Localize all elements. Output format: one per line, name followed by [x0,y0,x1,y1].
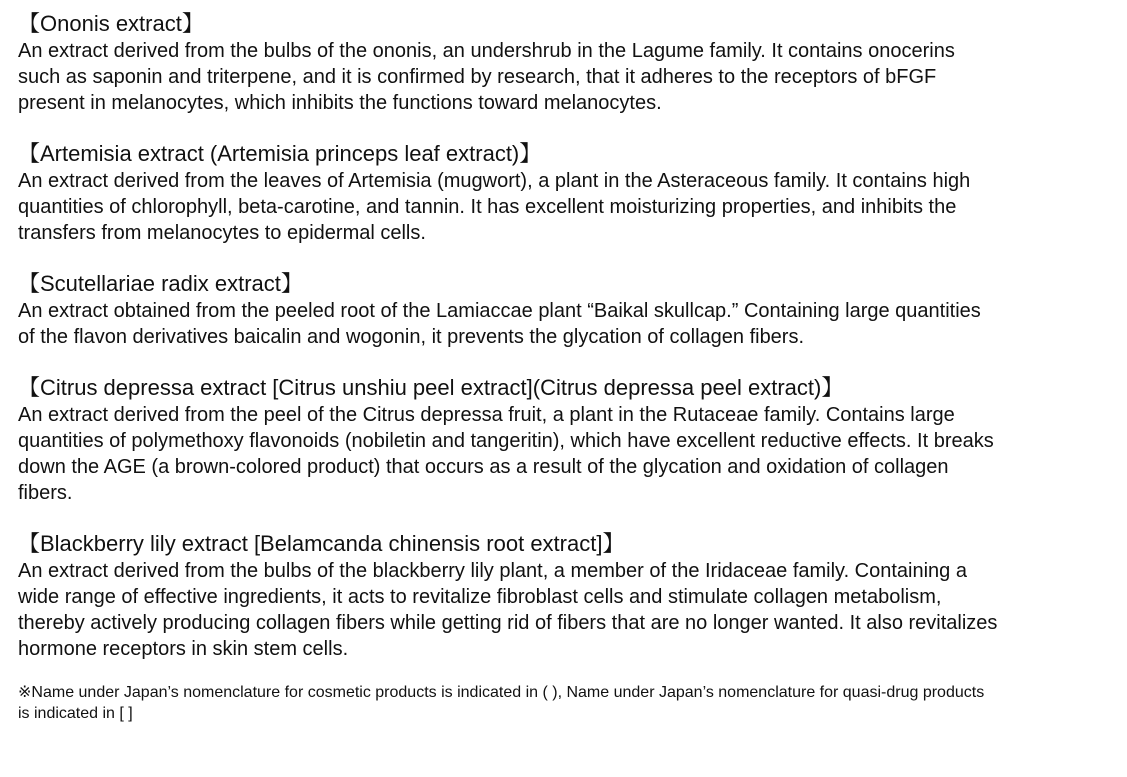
section-heading: 【Citrus depressa extract [Citrus unshiu peel extract](Citrus depressa peel extract)】 [18,375,844,400]
nomenclature-footnote: ※Name under Japan’s nomenclature for cosmetic products is indicated in ( ), Name under Japan’s nomenclature for quasi-drug products is indicated in [ ] [18,684,985,722]
section-body: An extract derived from the bulbs of the ononis, an undershrub in the Lagume family. It contains onocerins such as saponin and triterpene, and it is confirmed by research, that it adheres to the receptors of bFGF present in melanocytes, which inhibits the functions toward melanocytes. [18,40,955,114]
ingredient-section-citrus-depressa [18,374,1127,506]
section-heading: 【Ononis extract】 [18,11,204,36]
section-body: An extract derived from the leaves of Artemisia (mugwort), a plant in the Asteraceous family. It contains high quantities of chlorophyll, beta-carotine, and tannin. It has excellent moisturizing properties, and inhibits the transfers from melanocytes to epidermal cells. [18,170,971,244]
section-body: An extract derived from the peel of the Citrus depressa fruit, a plant in the Rutaceae family. Contains large quantities of polymethoxy flavonoids (nobiletin and tangeritin), which have excellent reductive effects. It breaks down the AGE (a brown-colored product) that occurs as a result of the glycation and oxidation of collagen fibers. [18,404,994,504]
section-heading: 【Artemisia extract (Artemisia princeps leaf extract)】 [18,141,542,166]
section-body: An extract obtained from the peeled root of the Lamiaccae plant “Baikal skullcap.” Containing large quantities of the flavon derivatives baicalin and wogonin, it prevents the glycation of collagen fibers. [18,300,981,348]
ingredient-section-artemisia [18,140,1127,246]
section-heading: 【Scutellariae radix extract】 [18,271,303,296]
section-heading: 【Blackberry lily extract [Belamcanda chinensis root extract]】 [18,531,625,556]
ingredient-section-scutellariae [18,270,1127,350]
ingredient-section-blackberry-lily [18,530,1127,662]
ingredient-section-ononis [18,10,1127,116]
section-body: An extract derived from the bulbs of the blackberry lily plant, a member of the Iridaceae family. Containing a wide range of effective ingredients, it acts to revitalize fibroblast cells and stimulate collagen metabolism, thereby actively producing collagen fibers while getting rid of fibers that are no longer wanted. It also revitalizes hormone receptors in skin stem cells. [18,560,998,660]
